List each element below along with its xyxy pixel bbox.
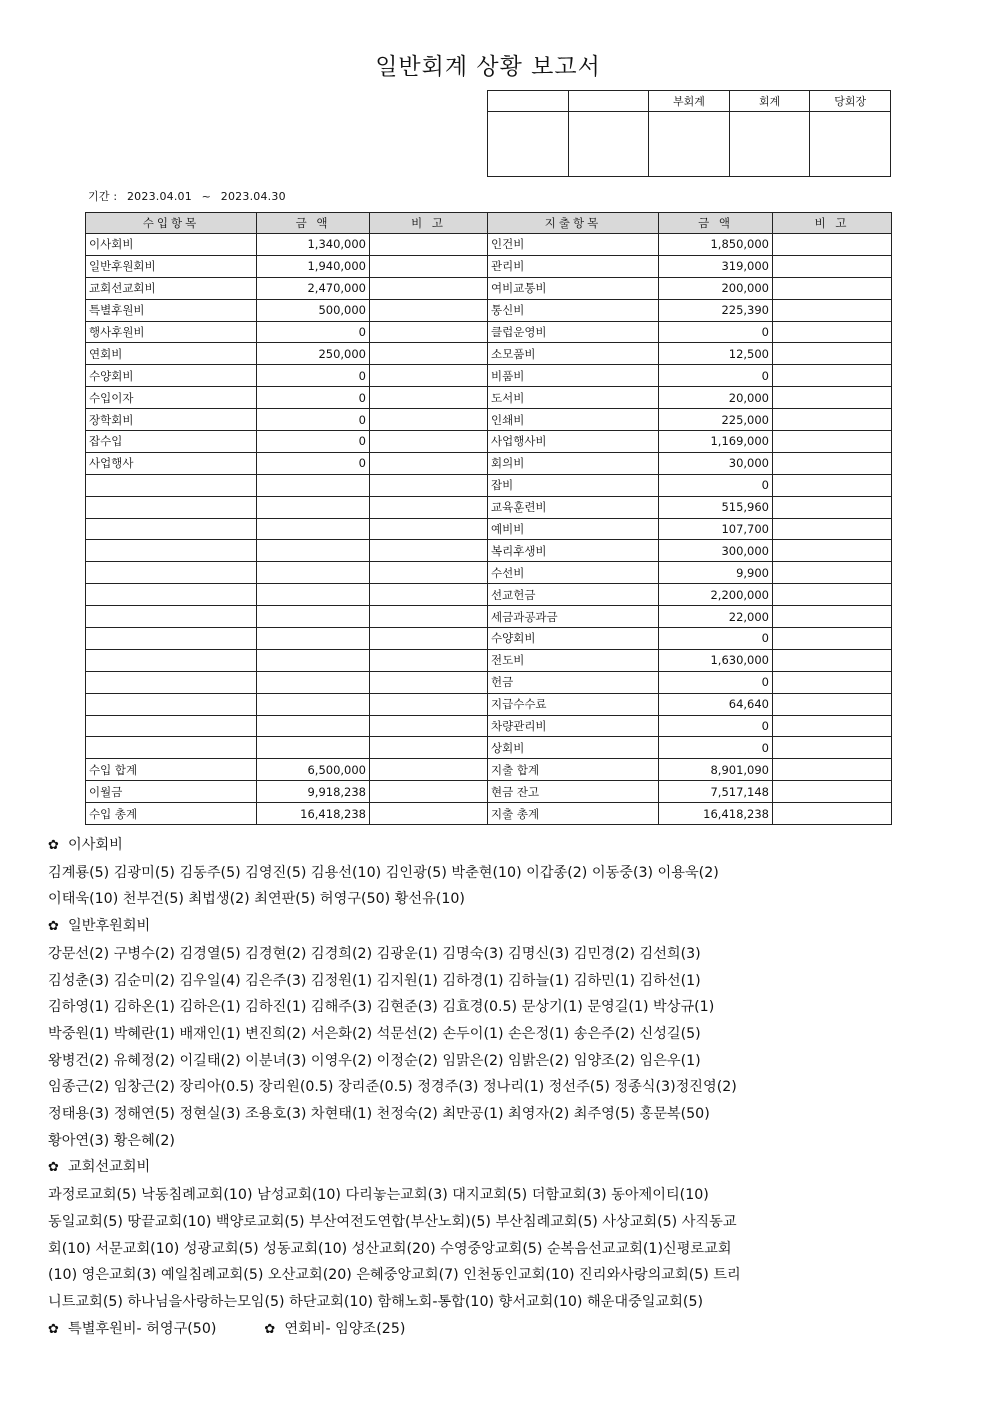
income-item-cell (86, 606, 257, 628)
expense-amount-cell: 1,850,000 (659, 234, 773, 256)
notes-line: 황아연(3) 황은혜(2) (48, 1132, 175, 1149)
income-amount-cell: 6,500,000 (257, 759, 370, 781)
ledger-row (86, 255, 892, 277)
expense-item-cell: 차량관리비 (488, 715, 659, 737)
expense-remark-cell (773, 737, 892, 759)
income-item-cell (86, 474, 257, 496)
income-amount-cell: 1,340,000 (257, 234, 370, 256)
expense-amount-cell: 515,960 (659, 496, 773, 518)
notes-section-title (48, 1316, 928, 1344)
expense-remark-cell (773, 343, 892, 365)
document-title: 일반회계 상황 보고서 (375, 54, 601, 80)
expense-remark-cell (773, 671, 892, 693)
ledger-row (86, 759, 892, 781)
ledger-row (86, 715, 892, 737)
expense-item-cell: 클럽운영비 (488, 321, 659, 343)
income-remark-cell (370, 693, 488, 715)
income-amount-cell: 0 (257, 431, 370, 453)
approval-signature-cell (488, 112, 569, 177)
header-income-item: 수입항목 (86, 213, 257, 234)
expense-amount-cell: 12,500 (659, 343, 773, 365)
ledger-row (86, 365, 892, 387)
ledger-row (86, 299, 892, 321)
expense-amount-cell: 0 (659, 365, 773, 387)
expense-amount-cell: 30,000 (659, 452, 773, 474)
income-item-cell: 행사후원비 (86, 321, 257, 343)
income-remark-cell (370, 606, 488, 628)
special-support-note: 특별후원비- 허영구(50) (68, 1320, 217, 1337)
income-amount-cell (257, 496, 370, 518)
expense-item-cell: 인쇄비 (488, 409, 659, 431)
flower-bullet-icon: ✿ (48, 1160, 59, 1176)
income-remark-cell (370, 343, 488, 365)
expense-amount-cell: 16,418,238 (659, 803, 773, 825)
income-item-cell: 수입이자 (86, 387, 257, 409)
expense-amount-cell: 64,640 (659, 693, 773, 715)
income-remark-cell (370, 803, 488, 825)
expense-remark-cell (773, 518, 892, 540)
income-amount-cell: 0 (257, 365, 370, 387)
income-amount-cell: 0 (257, 409, 370, 431)
expense-amount-cell: 0 (659, 737, 773, 759)
ledger-row (86, 803, 892, 825)
expense-remark-cell (773, 540, 892, 562)
approval-header-treasurer: 회계 (729, 91, 810, 112)
notes-line: 동일교회(5) 땅끝교회(10) 백양로교회(5) 부산여전도연합(부산노회)(5) 부산침례교회(5) 사상교회(5) 사직동교 (48, 1213, 737, 1230)
expense-amount-cell: 0 (659, 715, 773, 737)
expense-remark-cell (773, 693, 892, 715)
income-remark-cell (370, 299, 488, 321)
income-remark-cell (370, 628, 488, 650)
expense-item-cell: 회의비 (488, 452, 659, 474)
expense-remark-cell (773, 474, 892, 496)
ledger-row (86, 387, 892, 409)
ledger-row (86, 562, 892, 584)
flower-bullet-icon: ✿ (48, 1321, 59, 1337)
ledger-header-row (86, 213, 892, 234)
expense-remark-cell (773, 277, 892, 299)
income-amount-cell (257, 606, 370, 628)
expense-amount-cell: 107,700 (659, 518, 773, 540)
expense-remark-cell (773, 628, 892, 650)
income-remark-cell (370, 671, 488, 693)
income-remark-cell (370, 518, 488, 540)
income-remark-cell (370, 781, 488, 803)
header-income-amount: 금 액 (257, 213, 370, 234)
ledger-row (86, 321, 892, 343)
income-amount-cell: 1,940,000 (257, 255, 370, 277)
income-item-cell: 수입 총계 (86, 803, 257, 825)
approval-signature-cell (568, 112, 649, 177)
expense-amount-cell: 0 (659, 474, 773, 496)
ledger-row (86, 474, 892, 496)
expense-remark-cell (773, 649, 892, 671)
expense-amount-cell: 2,200,000 (659, 584, 773, 606)
expense-item-cell: 지출 총계 (488, 803, 659, 825)
income-item-cell (86, 584, 257, 606)
income-item-cell: 이월금 (86, 781, 257, 803)
income-item-cell: 사업행사 (86, 452, 257, 474)
income-item-cell: 연회비 (86, 343, 257, 365)
section-title-general-support: 일반후원회비 (68, 918, 151, 935)
expense-item-cell: 수양회비 (488, 628, 659, 650)
income-remark-cell (370, 409, 488, 431)
approval-signature-cell (810, 112, 891, 177)
notes-line: 김계룡(5) 김광미(5) 김동주(5) 김영진(5) 김용선(10) 김인광(5) 박춘현(10) 이갑종(2) 이동중(3) 이용욱(2) (48, 864, 719, 881)
income-remark-cell (370, 255, 488, 277)
approval-header-moderator: 당회장 (810, 91, 891, 112)
income-amount-cell: 500,000 (257, 299, 370, 321)
income-amount-cell (257, 540, 370, 562)
income-amount-cell (257, 693, 370, 715)
income-amount-cell: 2,470,000 (257, 277, 370, 299)
expense-amount-cell: 22,000 (659, 606, 773, 628)
income-item-cell (86, 562, 257, 584)
income-remark-cell (370, 715, 488, 737)
ledger-row (86, 409, 892, 431)
section-title-church-mission: 교회선교회비 (68, 1159, 151, 1176)
income-item-cell: 일반후원회비 (86, 255, 257, 277)
income-remark-cell (370, 365, 488, 387)
expense-remark-cell (773, 606, 892, 628)
expense-item-cell: 인건비 (488, 234, 659, 256)
expense-amount-cell: 225,390 (659, 299, 773, 321)
ledger-table (85, 212, 892, 825)
expense-item-cell: 상회비 (488, 737, 659, 759)
ledger-row (86, 518, 892, 540)
ledger-row (86, 671, 892, 693)
notes-line: 김하영(1) 김하온(1) 김하은(1) 김하진(1) 김해주(3) 김현준(3) 김효경(0.5) 문상기(1) 문영길(1) 박상규(1) (48, 999, 715, 1016)
expense-item-cell: 선교헌금 (488, 584, 659, 606)
income-amount-cell: 16,418,238 (257, 803, 370, 825)
income-amount-cell (257, 562, 370, 584)
flower-bullet-icon: ✿ (264, 1321, 276, 1337)
expense-remark-cell (773, 321, 892, 343)
income-item-cell (86, 628, 257, 650)
annual-fee-note: 연회비- 임양조(25) (284, 1320, 406, 1337)
ledger-row (86, 628, 892, 650)
expense-item-cell: 전도비 (488, 649, 659, 671)
notes-section-title (48, 1154, 928, 1182)
expense-item-cell: 지급수수료 (488, 693, 659, 715)
expense-item-cell: 예비비 (488, 518, 659, 540)
income-remark-cell (370, 387, 488, 409)
expense-remark-cell (773, 409, 892, 431)
expense-amount-cell: 200,000 (659, 277, 773, 299)
ledger-row (86, 234, 892, 256)
expense-item-cell: 헌금 (488, 671, 659, 693)
header-expense-remark: 비 고 (773, 213, 892, 234)
notes-line: 정태용(3) 정해연(5) 정현실(3) 조용호(3) 차현태(1) 천정숙(2) 최만공(1) 최영자(2) 최주영(5) 홍문복(50) (48, 1106, 710, 1123)
income-amount-cell (257, 584, 370, 606)
ledger-body (86, 213, 892, 825)
ledger-row (86, 540, 892, 562)
expense-amount-cell: 0 (659, 671, 773, 693)
expense-item-cell: 비품비 (488, 365, 659, 387)
income-amount-cell (257, 671, 370, 693)
income-amount-cell (257, 649, 370, 671)
ledger-row (86, 649, 892, 671)
ledger-row (86, 496, 892, 518)
income-item-cell: 특별후원비 (86, 299, 257, 321)
approval-header (568, 91, 649, 112)
period-start: 2023.04.01 (126, 190, 192, 203)
notes-line: 과정로교회(5) 낙동침례교회(10) 남성교회(10) 다리놓는교회(3) 대지교회(5) 더함교회(3) 동아제이티(10) (48, 1187, 709, 1204)
expense-item-cell: 교육훈련비 (488, 496, 659, 518)
expense-amount-cell: 1,169,000 (659, 431, 773, 453)
expense-item-cell: 도서비 (488, 387, 659, 409)
income-amount-cell: 0 (257, 321, 370, 343)
notes-line: 강문선(2) 구병수(2) 김경열(5) 김경현(2) 김경희(2) 김광운(1) 김명숙(3) 김명신(3) 김민경(2) 김선희(3) (48, 945, 701, 962)
expense-amount-cell: 9,900 (659, 562, 773, 584)
notes-line: 이태욱(10) 천부건(5) 최법생(2) 최연판(5) 허영구(50) 황선유(10) (48, 891, 465, 908)
ledger-row (86, 277, 892, 299)
expense-item-cell: 통신비 (488, 299, 659, 321)
income-remark-cell (370, 431, 488, 453)
ledger-row (86, 452, 892, 474)
expense-amount-cell: 1,630,000 (659, 649, 773, 671)
income-amount-cell (257, 518, 370, 540)
notes-line: 김성춘(3) 김순미(2) 김우일(4) 김은주(3) 김정원(1) 김지원(1) 김하경(1) 김하늘(1) 김하민(1) 김하선(1) (48, 972, 701, 989)
expense-amount-cell: 0 (659, 321, 773, 343)
income-item-cell: 잡수입 (86, 431, 257, 453)
expense-remark-cell (773, 781, 892, 803)
notes-section-title (48, 913, 928, 941)
flower-bullet-icon: ✿ (48, 838, 59, 853)
expense-amount-cell: 300,000 (659, 540, 773, 562)
income-amount-cell (257, 715, 370, 737)
contributor-notes (48, 832, 928, 1343)
income-item-cell: 장학회비 (86, 409, 257, 431)
income-remark-cell (370, 584, 488, 606)
header-expense-item: 지출항목 (488, 213, 659, 234)
expense-remark-cell (773, 562, 892, 584)
flower-bullet-icon: ✿ (48, 919, 59, 935)
header-income-remark: 비 고 (370, 213, 488, 234)
expense-remark-cell (773, 255, 892, 277)
income-remark-cell (370, 277, 488, 299)
period-separator: ~ (201, 190, 212, 203)
income-remark-cell (370, 496, 488, 518)
expense-item-cell: 수선비 (488, 562, 659, 584)
income-amount-cell: 0 (257, 452, 370, 474)
ledger-row (86, 606, 892, 628)
income-amount-cell: 0 (257, 387, 370, 409)
expense-item-cell: 복리후생비 (488, 540, 659, 562)
ledger-row (86, 343, 892, 365)
income-item-cell (86, 540, 257, 562)
expense-remark-cell (773, 584, 892, 606)
notes-line: 임종근(2) 임창근(2) 장리아(0.5) 장리원(0.5) 장리준(0.5) 정경주(3) 정나리(1) 정선주(5) 정종식(3)정진영(2) (48, 1079, 737, 1096)
income-remark-cell (370, 474, 488, 496)
expense-item-cell: 소모품비 (488, 343, 659, 365)
expense-item-cell: 잡비 (488, 474, 659, 496)
income-remark-cell (370, 649, 488, 671)
income-amount-cell (257, 737, 370, 759)
expense-amount-cell: 20,000 (659, 387, 773, 409)
income-remark-cell (370, 540, 488, 562)
approval-signature-cell (729, 112, 810, 177)
expense-remark-cell (773, 715, 892, 737)
income-amount-cell (257, 474, 370, 496)
expense-remark-cell (773, 803, 892, 825)
approval-signature-cell (649, 112, 730, 177)
income-item-cell (86, 518, 257, 540)
income-amount-cell: 9,918,238 (257, 781, 370, 803)
income-item-cell: 수입 합계 (86, 759, 257, 781)
expense-amount-cell: 7,517,148 (659, 781, 773, 803)
expense-remark-cell (773, 431, 892, 453)
notes-line: 왕병건(2) 유혜정(2) 이길태(2) 이분녀(3) 이영우(2) 이정순(2) 임맑은(2) 임밝은(2) 임양조(2) 임은우(1) (48, 1052, 701, 1069)
expense-item-cell: 세금과공과금 (488, 606, 659, 628)
expense-amount-cell: 8,901,090 (659, 759, 773, 781)
ledger-row (86, 584, 892, 606)
expense-remark-cell (773, 452, 892, 474)
report-period (88, 188, 286, 204)
expense-item-cell: 지출 합계 (488, 759, 659, 781)
income-item-cell (86, 649, 257, 671)
income-remark-cell (370, 321, 488, 343)
section-title-board-fee: 이사회비 (68, 837, 123, 853)
notes-line: 회(10) 서문교회(10) 성광교회(5) 성동교회(10) 성산교회(20) 수영중앙교회(5) 순복음선교교회(1)신평로교회 (48, 1240, 732, 1257)
income-remark-cell (370, 737, 488, 759)
expense-item-cell: 여비교통비 (488, 277, 659, 299)
period-label: 기간 : (88, 190, 118, 203)
notes-line: 니트교회(5) 하나님을사랑하는모임(5) 하단교회(10) 함해노회-통합(10) 향서교회(10) 해운대중일교회(5) (48, 1293, 704, 1310)
income-item-cell (86, 496, 257, 518)
expense-item-cell: 현금 잔고 (488, 781, 659, 803)
income-amount-cell: 250,000 (257, 343, 370, 365)
expense-remark-cell (773, 299, 892, 321)
income-remark-cell (370, 452, 488, 474)
income-remark-cell (370, 759, 488, 781)
ledger-row (86, 737, 892, 759)
expense-item-cell: 사업행사비 (488, 431, 659, 453)
ledger-row (86, 693, 892, 715)
expense-amount-cell: 0 (659, 628, 773, 650)
ledger-row (86, 431, 892, 453)
income-remark-cell (370, 562, 488, 584)
income-item-cell (86, 737, 257, 759)
expense-remark-cell (773, 496, 892, 518)
expense-amount-cell: 225,000 (659, 409, 773, 431)
approval-box (487, 90, 891, 177)
income-remark-cell (370, 234, 488, 256)
expense-item-cell: 관리비 (488, 255, 659, 277)
ledger-row (86, 781, 892, 803)
income-item-cell (86, 693, 257, 715)
income-item-cell: 수양회비 (86, 365, 257, 387)
approval-header (488, 91, 569, 112)
notes-line: (10) 영은교회(3) 예일침례교회(5) 오산교회(20) 은혜중앙교회(7) 인천동인교회(10) 진리와사랑의교회(5) 트리 (48, 1267, 741, 1284)
income-item-cell: 교회선교회비 (86, 277, 257, 299)
period-end: 2023.04.30 (220, 190, 286, 203)
notes-line: 박중원(1) 박혜란(1) 배재인(1) 변진희(2) 서은화(2) 석문선(2) 손두이(1) 손은정(1) 송은주(2) 신성길(5) (48, 1025, 701, 1042)
approval-header-vice-treasurer: 부회계 (649, 91, 730, 112)
income-item-cell: 이사회비 (86, 234, 257, 256)
expense-remark-cell (773, 759, 892, 781)
income-amount-cell (257, 628, 370, 650)
expense-remark-cell (773, 234, 892, 256)
income-item-cell (86, 671, 257, 693)
header-expense-amount: 금 액 (659, 213, 773, 234)
income-item-cell (86, 715, 257, 737)
expense-remark-cell (773, 387, 892, 409)
notes-section-title (48, 832, 928, 860)
expense-remark-cell (773, 365, 892, 387)
expense-amount-cell: 319,000 (659, 255, 773, 277)
